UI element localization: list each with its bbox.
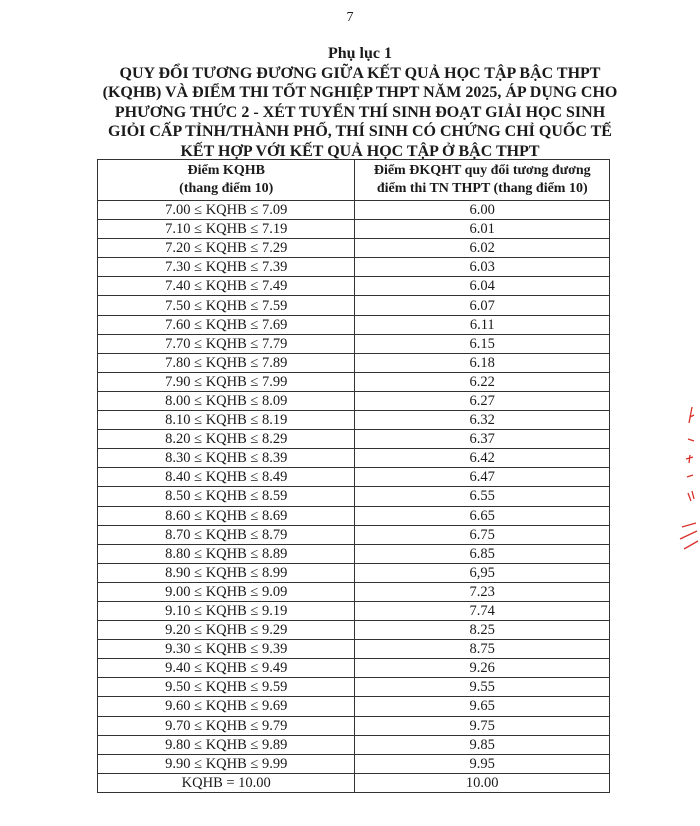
kqhb-range-cell: 7.40 ≤ KQHB ≤ 7.49	[98, 277, 355, 296]
kqhb-range-cell: 8.60 ≤ KQHB ≤ 8.69	[98, 506, 355, 525]
title-line: PHƯƠNG THỨC 2 - XÉT TUYỂN THÍ SINH ĐOẠT GIẢI HỌC SINH	[114, 103, 606, 121]
table-row	[98, 735, 610, 754]
converted-score-cell: 7.23	[355, 582, 610, 601]
table-row	[98, 601, 610, 620]
converted-score-cell: 9.26	[355, 659, 610, 678]
converted-score-cell: 7.74	[355, 601, 610, 620]
kqhb-range-cell: 8.20 ≤ KQHB ≤ 8.29	[98, 430, 355, 449]
kqhb-range-cell: 9.00 ≤ KQHB ≤ 9.09	[98, 582, 355, 601]
table-row	[98, 258, 610, 277]
kqhb-range-cell: 7.60 ≤ KQHB ≤ 7.69	[98, 315, 355, 334]
header-kqhb	[98, 160, 355, 201]
title-line: (KQHB) VÀ ĐIỂM THI TỐT NGHIỆP THPT NĂM 2025, ÁP DỤNG CHO	[102, 84, 618, 101]
table-row	[98, 582, 610, 601]
converted-score-cell: 6.04	[355, 277, 610, 296]
kqhb-range-cell: 8.00 ≤ KQHB ≤ 8.09	[98, 391, 355, 410]
kqhb-range-cell: 8.10 ≤ KQHB ≤ 8.19	[98, 411, 355, 430]
title-line: QUY ĐỔI TƯƠNG ĐƯƠNG GIỮA KẾT QUẢ HỌC TẬP BẬC THPT	[119, 64, 601, 82]
converted-score-cell: 8.75	[355, 640, 610, 659]
table-row	[98, 659, 610, 678]
table-row	[98, 544, 610, 563]
kqhb-range-cell: 8.70 ≤ KQHB ≤ 8.79	[98, 525, 355, 544]
table-row	[98, 716, 610, 735]
table-row	[98, 315, 610, 334]
table-row	[98, 487, 610, 506]
converted-score-cell: 6.27	[355, 391, 610, 410]
kqhb-range-cell: 9.10 ≤ KQHB ≤ 9.19	[98, 601, 355, 620]
converted-score-cell: 8.25	[355, 621, 610, 640]
converted-score-cell: 6.03	[355, 258, 610, 277]
header-kqhb-line1: Điểm KQHB	[187, 163, 265, 178]
kqhb-range-cell: KQHB = 10.00	[98, 773, 355, 792]
kqhb-range-cell: 8.30 ≤ KQHB ≤ 8.39	[98, 449, 355, 468]
converted-score-cell: 6.55	[355, 487, 610, 506]
converted-score-cell: 6.22	[355, 372, 610, 391]
table-row	[98, 773, 610, 792]
kqhb-range-cell: 8.40 ≤ KQHB ≤ 8.49	[98, 468, 355, 487]
appendix-label: Phụ lục 1	[327, 45, 392, 62]
table-row	[98, 353, 610, 372]
title-line: KẾT HỢP VỚI KẾT QUẢ HỌC TẬP Ở BẬC THPT	[180, 142, 540, 160]
appendix-title-block	[80, 44, 640, 161]
kqhb-range-cell: 7.20 ≤ KQHB ≤ 7.29	[98, 239, 355, 258]
kqhb-range-cell: 8.80 ≤ KQHB ≤ 8.89	[98, 544, 355, 563]
table-row	[98, 468, 610, 487]
converted-score-cell: 9.85	[355, 735, 610, 754]
converted-score-cell: 6.00	[355, 201, 610, 220]
kqhb-range-cell: 8.90 ≤ KQHB ≤ 8.99	[98, 563, 355, 582]
table-row	[98, 296, 610, 315]
converted-score-cell: 10.00	[355, 773, 610, 792]
table-row	[98, 754, 610, 773]
table-row	[98, 411, 610, 430]
converted-score-cell: 6.47	[355, 468, 610, 487]
kqhb-range-cell: 9.30 ≤ KQHB ≤ 9.39	[98, 640, 355, 659]
kqhb-range-cell: 7.10 ≤ KQHB ≤ 7.19	[98, 220, 355, 239]
table-row	[98, 372, 610, 391]
kqhb-range-cell: 8.50 ≤ KQHB ≤ 8.59	[98, 487, 355, 506]
converted-score-cell: 6.02	[355, 239, 610, 258]
margin-stamp-marks	[676, 405, 700, 555]
header-kqhb-line2: (thang điểm 10)	[179, 181, 274, 196]
converted-score-cell: 6.07	[355, 296, 610, 315]
table-row	[98, 430, 610, 449]
table-row	[98, 640, 610, 659]
table-row	[98, 525, 610, 544]
table-row	[98, 239, 610, 258]
header-dkqht-line2: điểm thi TN THPT (thang điểm 10)	[376, 181, 588, 196]
table-row	[98, 697, 610, 716]
title-line: GIỎI CẤP TỈNH/THÀNH PHỐ, THÍ SINH CÓ CHỨNG CHỈ QUỐC TẾ	[108, 123, 612, 140]
header-dkqht-line1: Điểm ĐKQHT quy đổi tương đương	[373, 163, 591, 178]
table-row	[98, 449, 610, 468]
converted-score-cell: 9.95	[355, 754, 610, 773]
kqhb-range-cell: 7.80 ≤ KQHB ≤ 7.89	[98, 353, 355, 372]
table-row	[98, 277, 610, 296]
table-row	[98, 678, 610, 697]
table-row	[98, 621, 610, 640]
kqhb-range-cell: 9.90 ≤ KQHB ≤ 9.99	[98, 754, 355, 773]
converted-score-cell: 6.42	[355, 449, 610, 468]
converted-score-cell: 6.15	[355, 334, 610, 353]
converted-score-cell: 6.65	[355, 506, 610, 525]
kqhb-range-cell: 9.80 ≤ KQHB ≤ 9.89	[98, 735, 355, 754]
header-dkqht	[355, 160, 610, 201]
conversion-table	[97, 159, 610, 793]
table-row	[98, 563, 610, 582]
converted-score-cell: 6.18	[355, 353, 610, 372]
converted-score-cell: 9.55	[355, 678, 610, 697]
table-row	[98, 220, 610, 239]
converted-score-cell: 6.01	[355, 220, 610, 239]
kqhb-range-cell: 9.20 ≤ KQHB ≤ 9.29	[98, 621, 355, 640]
converted-score-cell: 6.32	[355, 411, 610, 430]
table-row	[98, 334, 610, 353]
table-row	[98, 391, 610, 410]
converted-score-cell: 9.75	[355, 716, 610, 735]
kqhb-range-cell: 7.70 ≤ KQHB ≤ 7.79	[98, 334, 355, 353]
table-row	[98, 201, 610, 220]
kqhb-range-cell: 9.60 ≤ KQHB ≤ 9.69	[98, 697, 355, 716]
kqhb-range-cell: 7.00 ≤ KQHB ≤ 7.09	[98, 201, 355, 220]
converted-score-cell: 6,95	[355, 563, 610, 582]
table-header-row	[98, 160, 610, 201]
kqhb-range-cell: 9.70 ≤ KQHB ≤ 9.79	[98, 716, 355, 735]
converted-score-cell: 6.75	[355, 525, 610, 544]
kqhb-range-cell: 9.40 ≤ KQHB ≤ 9.49	[98, 659, 355, 678]
table-row	[98, 506, 610, 525]
converted-score-cell: 9.65	[355, 697, 610, 716]
page-number: 7	[346, 10, 354, 25]
kqhb-range-cell: 7.50 ≤ KQHB ≤ 7.59	[98, 296, 355, 315]
table-body	[98, 201, 610, 793]
converted-score-cell: 6.37	[355, 430, 610, 449]
kqhb-range-cell: 7.30 ≤ KQHB ≤ 7.39	[98, 258, 355, 277]
converted-score-cell: 6.85	[355, 544, 610, 563]
converted-score-cell: 6.11	[355, 315, 610, 334]
kqhb-range-cell: 9.50 ≤ KQHB ≤ 9.59	[98, 678, 355, 697]
kqhb-range-cell: 7.90 ≤ KQHB ≤ 7.99	[98, 372, 355, 391]
